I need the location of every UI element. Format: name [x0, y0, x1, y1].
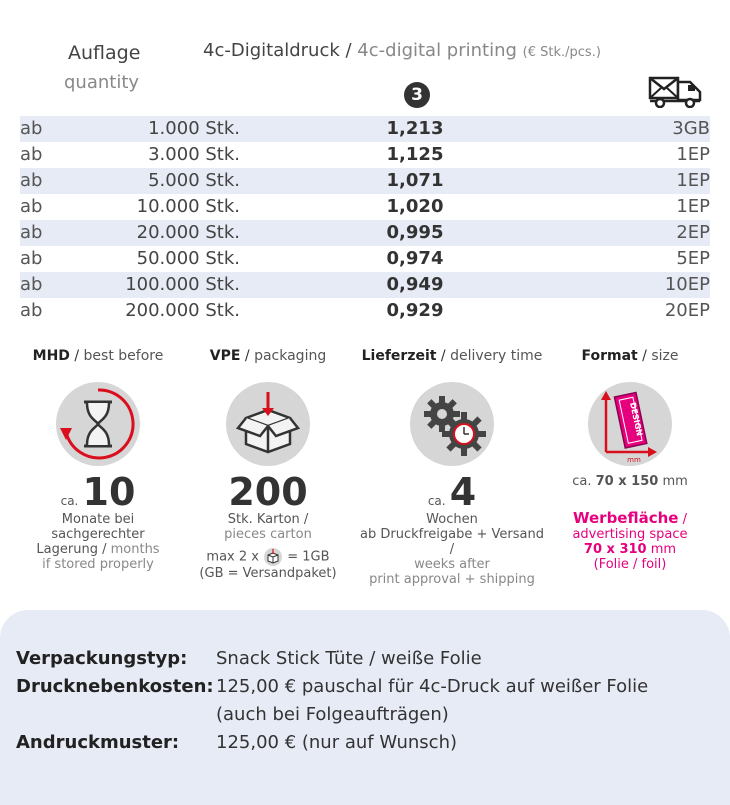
shipping-code-cell: 10EP — [590, 272, 710, 298]
packaging-type-row — [16, 648, 482, 669]
price-cell: 1,071 — [240, 168, 590, 194]
table-row — [20, 246, 710, 272]
shipping-code-cell: 1EP — [590, 168, 710, 194]
qty-prefix: ab — [20, 248, 43, 269]
ad-space-note: (Folie / foil) — [593, 557, 667, 572]
table-row — [20, 272, 710, 298]
qty-prefix: ab — [20, 272, 60, 298]
best-before-heading-de: MHD — [32, 348, 70, 364]
cost-info-panel — [0, 610, 730, 805]
delivery-heading-en: delivery time — [450, 348, 543, 364]
print-type-de: 4c-Digitaldruck — [203, 40, 340, 61]
best-before-line2: sachgerechter — [51, 527, 145, 542]
delivery-heading: Lieferzeit / delivery time — [361, 348, 543, 364]
price-table-header — [0, 0, 730, 118]
small-box-icon — [263, 548, 283, 566]
format-size-icon — [588, 382, 672, 466]
shipping-code-cell: 3GB — [590, 116, 710, 142]
shipping-code-cell: 2EP — [590, 220, 710, 246]
table-row — [20, 168, 710, 194]
qty-prefix: ab — [20, 196, 43, 217]
delivery-line2: ab Druckfreigabe + Versand / — [360, 527, 544, 557]
packaging-line4: (GB = Versandpaket) — [199, 566, 337, 581]
delivery-line3: weeks after — [414, 557, 490, 572]
best-before-value: 10 — [82, 470, 136, 514]
format-heading: Format / size — [581, 348, 679, 364]
proof-sample-value: 125,00 € (nur auf Wunsch) — [216, 732, 458, 753]
print-costs-note: (auch bei Folgeaufträgen) — [216, 704, 449, 725]
table-row — [20, 194, 710, 220]
print-type-heading — [203, 40, 601, 61]
hourglass-icon — [56, 382, 140, 466]
qty-cell: 20.000 Stk. — [60, 220, 240, 246]
price-cell: 1,125 — [386, 144, 444, 165]
gears-clock-icon — [410, 382, 494, 466]
price-cell: 0,949 — [240, 272, 590, 298]
best-before-heading: MHD / best before — [32, 348, 164, 364]
format-size: 70 x 150 — [595, 474, 659, 489]
price-cell: 1,213 — [240, 116, 590, 142]
ad-space-heading-en: advertising space — [572, 527, 688, 542]
shipping-code-cell: 1EP — [676, 196, 710, 217]
ad-space-unit: mm — [650, 542, 677, 557]
format-heading-de: Format — [581, 348, 638, 364]
ca-label: ca. — [427, 494, 446, 508]
delivery-heading-de: Lieferzeit — [361, 348, 437, 364]
packaging-info — [178, 348, 358, 581]
qty-cell: 200.000 Stk. — [125, 300, 240, 321]
delivery-line1: Wochen — [426, 512, 478, 527]
auflage-heading: Auflage — [68, 42, 141, 64]
table-row — [20, 142, 710, 168]
packaging-heading-de: VPE — [209, 348, 241, 364]
print-costs-row — [16, 676, 648, 697]
mm-label: mm — [627, 456, 641, 464]
delivery-line4: print approval + shipping — [369, 572, 535, 587]
shipping-code-cell: 20EP — [664, 300, 710, 321]
design-logo-text: DESIGN — [628, 401, 644, 437]
price-cell: 1,020 — [386, 196, 444, 217]
qty-cell: 5.000 Stk. — [60, 168, 240, 194]
print-costs-label: Drucknebenkosten: — [16, 676, 214, 697]
packaging-line2: pieces carton — [224, 527, 312, 542]
qty-cell: 10.000 Stk. — [136, 196, 240, 217]
shipping-truck-icon — [648, 74, 704, 108]
best-before-line1: Monate bei — [61, 512, 135, 527]
best-before-line4: if stored properly — [42, 557, 154, 572]
packaging-heading-en: packaging — [254, 348, 327, 364]
best-before-heading-en: best before — [83, 348, 164, 364]
qty-prefix: ab — [20, 168, 60, 194]
packaging-value: 200 — [228, 470, 308, 514]
proof-sample-label: Andruckmuster: — [16, 732, 180, 753]
best-before-line3-en: months — [110, 542, 160, 557]
qty-cell: 100.000 Stk. — [60, 272, 240, 298]
format-heading-en: size — [651, 348, 679, 364]
qty-prefix: ab — [20, 144, 43, 165]
price-table — [20, 116, 710, 324]
format-info: Format / size DESIGN mm ca. 70 x 150 mm Werbefläche / advertising space 70 x 310 mm (Folie / foil) — [540, 348, 720, 572]
qty-cell: 50.000 Stk. — [136, 248, 240, 269]
table-row — [20, 116, 710, 142]
table-row — [20, 220, 710, 246]
print-costs-value: 125,00 € pauschal für 4c-Druck auf weißer Folie — [216, 676, 649, 697]
qty-cell: 3.000 Stk. — [148, 144, 240, 165]
best-before-line3-de: Lagerung — [36, 542, 98, 557]
box-icon — [226, 382, 310, 466]
print-type-en: 4c-digital printing — [357, 40, 517, 61]
format-unit: mm — [662, 474, 688, 489]
packaging-type-value: Snack Stick Tüte / weiße Folie — [216, 648, 482, 669]
price-cell: 0,995 — [240, 220, 590, 246]
packaging-line3b: = 1GB — [287, 549, 330, 565]
ad-space-heading-de: Werbefläche — [572, 509, 679, 527]
ca-label: ca. — [60, 494, 79, 508]
shipping-code-cell: 1EP — [676, 144, 710, 165]
packaging-line3a: max 2 x — [206, 549, 259, 565]
price-unit: (€ Stk./pcs.) — [522, 45, 601, 60]
packaging-line1: Stk. Karton / — [227, 512, 309, 527]
quantity-heading: quantity — [64, 72, 140, 93]
proof-sample-row — [16, 732, 457, 753]
packaging-type-label: Verpackungstyp: — [16, 648, 188, 669]
best-before-info: MHD / best before ca. 10 Monate bei sachgerechter Lagerung / months if stored properly — [8, 348, 188, 572]
delivery-value: 4 — [449, 470, 477, 514]
ad-space-size: 70 x 310 — [583, 542, 647, 557]
price-cell: 0,974 — [386, 248, 444, 269]
qty-prefix: ab — [20, 220, 60, 246]
delivery-info — [357, 348, 547, 587]
table-row — [20, 298, 710, 324]
color-count-badge: 3 — [404, 82, 430, 108]
packaging-heading: VPE / packaging — [209, 348, 327, 364]
qty-prefix: ab — [20, 116, 60, 142]
qty-cell: 1.000 Stk. — [60, 116, 240, 142]
separator: / — [339, 40, 358, 61]
ca-label: ca. — [572, 474, 592, 489]
price-cell: 0,929 — [386, 300, 444, 321]
qty-prefix: ab — [20, 300, 43, 321]
shipping-code-cell: 5EP — [676, 248, 710, 269]
